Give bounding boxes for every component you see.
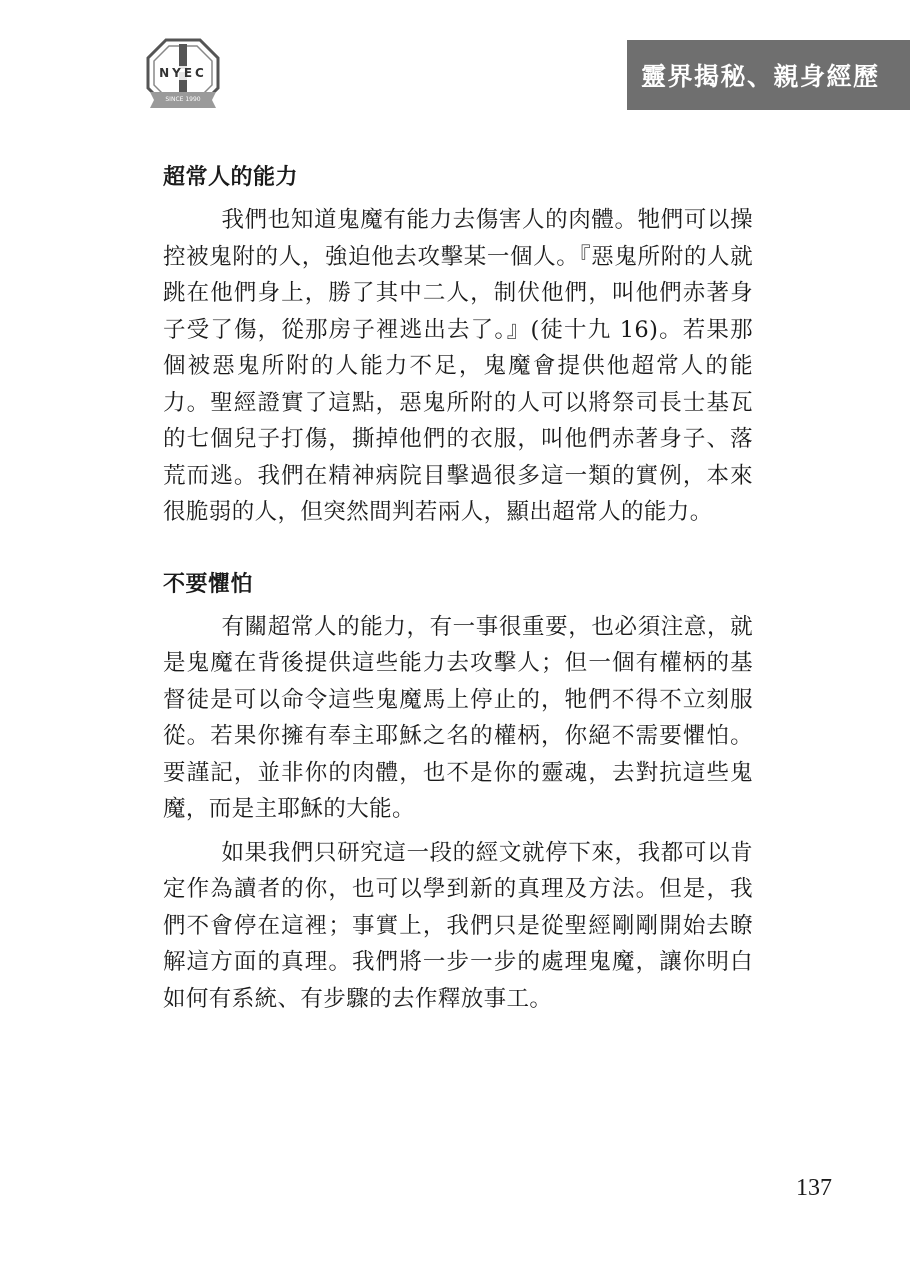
logo-ribbon-text: SINCE 1990 xyxy=(165,96,201,103)
section-do-not-fear xyxy=(163,567,753,1018)
chapter-title: 靈界揭秘、親身經歷 xyxy=(641,62,880,91)
paragraph: 如果我們只研究這一段的經文就停下來，我都可以肯定作為讀者的你，也可以學到新的真理及方法。但是，我們不會停在這裡；事實上，我們只是從聖經剛剛開始去瞭解這方面的真理。我們將一步一步的處理鬼魔，讓你明白如何有系統、有步驟的去作釋放事工。 xyxy=(163,839,753,1012)
page-content xyxy=(163,160,753,1017)
chapter-header-band xyxy=(627,40,910,110)
paragraph: 我們也知道鬼魔有能力去傷害人的肉體。牠們可以操控被鬼附的人，強迫他去攻擊某一個人。『惡鬼所附的人就跳在他們身上，勝了其中二人，制伏他們，叫他們赤著身子受了傷，從那房子裡逃出去了。』(徒十九 16)。若果那個被惡鬼所附的人能力不足，鬼魔會提供他超常人的能力。聖經證實了這點，惡鬼所附的人可以將祭司長士基瓦的七個兒子打傷，撕掉他們的衣服，叫他們赤著身子、落荒而逃。我們在精神病院目擊過很多這一類的實例，本來很脆弱的人，但突然間判若兩人，顯出超常人的能力。 xyxy=(163,207,753,525)
section-heading: 超常人的能力 xyxy=(163,165,299,190)
section-superhuman-power xyxy=(163,160,753,531)
publisher-logo xyxy=(142,36,224,112)
logo-text: NYEC xyxy=(159,66,207,80)
paragraph: 有關超常人的能力，有一事很重要，也必須注意，就是鬼魔在背後提供這些能力去攻擊人；但一個有權柄的基督徒是可以命令這些鬼魔馬上停止的，牠們不得不立刻服從。若果你擁有奉主耶穌之名的權柄，你絕不需要懼怕。要謹記，並非你的肉體，也不是你的靈魂，去對抗這些鬼魔，而是主耶穌的大能。 xyxy=(163,613,753,822)
page-number: 137 xyxy=(796,1175,832,1201)
section-heading: 不要懼怕 xyxy=(163,571,254,597)
